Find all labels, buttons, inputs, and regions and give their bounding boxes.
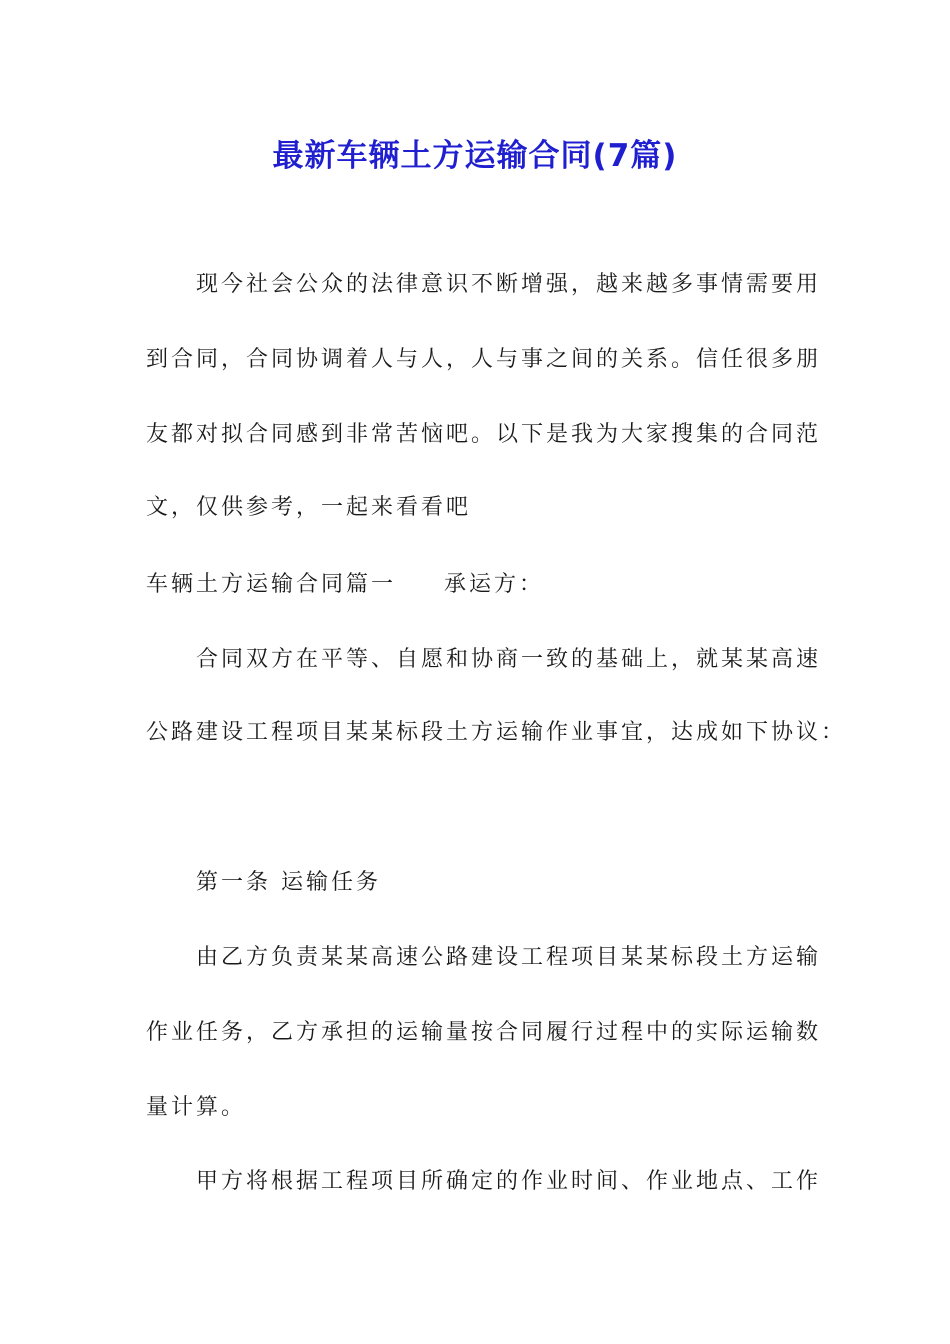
paragraph-line: 合同双方在平等、自愿和协商一致的基础上，就某某高速 (196, 647, 822, 672)
paragraph-line: 作业任务，乙方承担的运输量按合同履行过程中的实际运输数 (146, 1020, 822, 1045)
paragraph-line: 量计算。 (146, 1095, 247, 1120)
intro-line: 友都对拟合同感到非常苦恼吧。以下是我为大家搜集的合同范 (146, 422, 822, 447)
article-heading: 第一条 运输任务 (196, 870, 381, 895)
carrier-label: 承运方： (444, 572, 545, 597)
paragraph-line: 公路建设工程项目某某标段土方运输作业事宜，达成如下协议： (146, 720, 847, 745)
section-heading-line (146, 570, 544, 600)
intro-line: 现今社会公众的法律意识不断增强，越来越多事情需要用 (196, 272, 822, 297)
paragraph-line: 甲方将根据工程项目所确定的作业时间、作业地点、工作 (196, 1169, 822, 1194)
intro-line: 文，仅供参考，一起来看看吧 (146, 495, 472, 520)
section-heading: 车辆土方运输合同篇一 (146, 572, 397, 597)
document-title: 最新车辆土方运输合同(7篇) (272, 138, 678, 174)
paragraph-line: 由乙方负责某某高速公路建设工程项目某某标段土方运输 (196, 945, 822, 970)
intro-line: 到合同，合同协调着人与人，人与事之间的关系。信任很多朋 (146, 347, 822, 372)
